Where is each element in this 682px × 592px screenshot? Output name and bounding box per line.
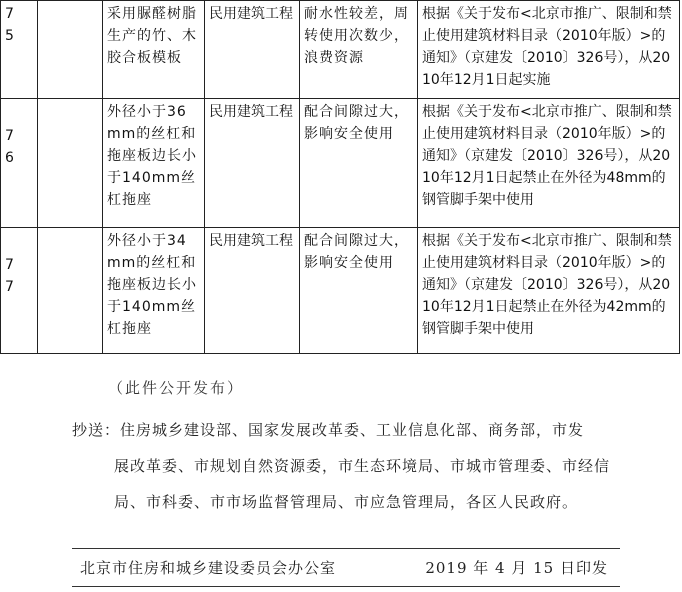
material-name: 采用脲醛树脂生产的竹、木胶合板模板 (103, 1, 205, 99)
cc-continuation: 展改革委、市规划自然资源委，市生态环境局、市城市管理委、市经信局、市科委、市市场监督管理局、市应急管理局，各区人民政府。 (114, 457, 611, 511)
row-number: 7 5 (1, 1, 38, 99)
cc-first-line (72, 412, 620, 448)
cc-recipients (72, 412, 620, 520)
issuing-office: 北京市住房和城乡建设委员会办公室 (80, 559, 337, 577)
empty-cell (38, 99, 103, 228)
applicable-scope: 民用建筑工程 (205, 1, 300, 99)
table-row (1, 99, 680, 228)
footer-top-rule (72, 548, 620, 549)
restriction-reason: 配合间隙过大，影响安全使用 (300, 228, 418, 354)
restriction-reason: 耐水性较差，周转使用次数少，浪费资源 (300, 1, 418, 99)
legal-basis: 根据《关于发布<北京市推广、限制和禁止使用建筑材料目录（2010年版）>的通知》（京建发〔2010〕326号），从2010年12月1日起禁止在外径为48mm的钢管脚手架中使用 (418, 99, 680, 228)
material-name: 外径小于36mm的丝杠和拖座板边长小于140mm丝杠拖座 (103, 99, 205, 228)
restriction-reason: 配合间隙过大，影响安全使用 (300, 99, 418, 228)
applicable-scope: 民用建筑工程 (205, 99, 300, 228)
empty-cell (38, 1, 103, 99)
publish-note: （此件公开发布） (108, 379, 245, 397)
issue-date: 2019 年 4 月 15 日印发 (425, 559, 608, 577)
applicable-scope: 民用建筑工程 (205, 228, 300, 354)
cc-label: 抄送： (72, 421, 121, 439)
empty-cell (38, 228, 103, 354)
row-number: 7 6 (1, 99, 38, 228)
row-number: 7 7 (1, 228, 38, 354)
legal-basis: 根据《关于发布<北京市推广、限制和禁止使用建筑材料目录（2010年版）>的通知》（京建发〔2010〕326号），从2010年12月1日起实施 (418, 1, 680, 99)
table-row (1, 228, 680, 354)
material-name: 外径小于34mm的丝杠和拖座板边长小于140mm丝杠拖座 (103, 228, 205, 354)
legal-basis: 根据《关于发布<北京市推广、限制和禁止使用建筑材料目录（2010年版）>的通知》（京建发〔2010〕326号），从2010年12月1日起禁止在外径为42mm的钢管脚手架中使用 (418, 228, 680, 354)
table-row (1, 1, 680, 99)
footer-bottom-rule (72, 586, 620, 587)
cc-first-text: 住房城乡建设部、国家发展改革委、工业信息化部、商务部，市发 (120, 421, 585, 439)
